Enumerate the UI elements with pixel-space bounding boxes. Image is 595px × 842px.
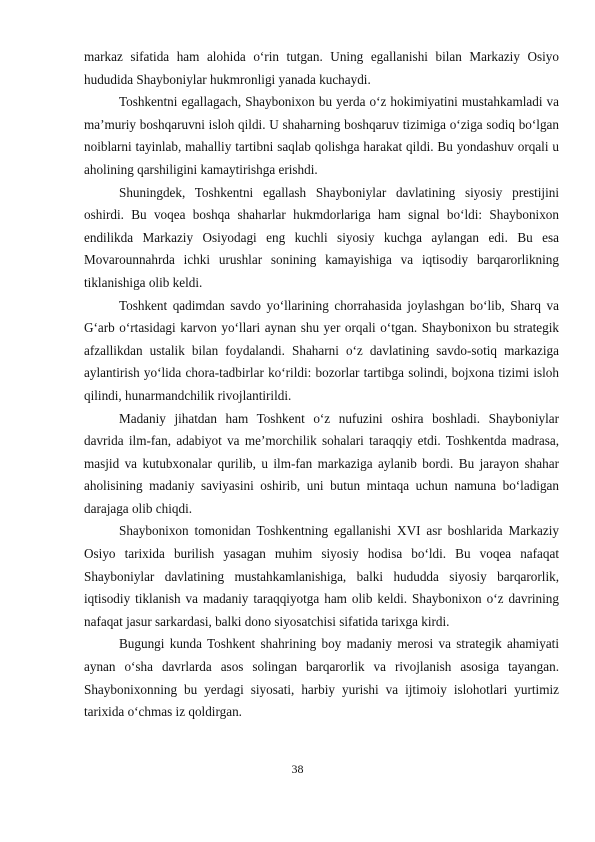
paragraph-2: Toshkentni egallagach, Shayboniхon bu yerda o‘z hokimiyatini mustahkamladi va ma’muriy boshqaruvni isloh qildi. U shaharning boshqaruv tizimiga o‘ziga sodiq bo‘lgan noiblarni tayinlab, mahalliy tartibni saqlab qolishga harakat qildi. Bu yondashuv orqali u aholining qarshiligini kamaytirishga erishdi. — [84, 94, 559, 177]
paragraph-3: Shuningdek, Toshkentni egallash Shayboniylar davlatining siyosiy prestijini oshirdi. Bu voqea boshqa shaharlar hukmdorlariga ham signal bo‘ldi: Shayboniхon endilikda Markaziy Osiyodagi eng kuchli siyosiy kuchga aylangan edi. Bu esa Movarounnahrda ichki urushlar sonining kamayishiga va iqtisodiy barqarorlikning tiklanishiga olib keldi. — [84, 184, 559, 290]
document-body — [84, 46, 559, 724]
paragraph-1: markaz sifatida ham alohida o‘rin tutgan. Uning egallanishi bilan Markaziy Osiyo hududida Shayboniylar hukmronligi yanada kuchaydi. — [84, 49, 559, 87]
paragraph-6: Shayboniхon tomonidan Toshkentning egallanishi XVI asr boshlarida Markaziy Osiyo tarixida burilish yasagan muhim siyosiy hodisa bo‘ldi. Bu voqea nafaqat Shayboniylar davlatining mustahkamlanishiga, balki hududda siyosiy barqarorlik, iqtisodiy tiklanish va madaniy taraqqiyotga ham olib keldi. Shayboniхon o‘z davrining nafaqat jasur sarkardasi, balki dono siyosatchisi sifatida tarixga kirdi. — [84, 523, 559, 629]
paragraph-7: Bugungi kunda Toshkent shahrining boy madaniy merosi va strategik ahamiyati aynan o‘sha davrlarda asos solingan barqarorlik va rivojlanish asosiga tayangan. Shayboniхonning bu yerdagi siyosati, harbiy yurishi va ijtimoiy islohotlari yurtimiz tarixida o‘chmas iz qoldirgan. — [84, 636, 559, 720]
paragraph-5: Madaniy jihatdan ham Toshkent o‘z nufuzini oshira boshladi. Shayboniylar davrida ilm-fan, adabiyot va me’morchilik sohalari taraqqiy etdi. Toshkentda madrasa, masjid va kutubxonalar qurilib, u ilm-fan markaziga aylanib bordi. Bu jarayon shahar aholisining madaniy saviyasini oshirib, uni butun mintaqa uchun namuna bo‘ladigan darajaga olib chiqdi. — [84, 410, 559, 516]
paragraph-4: Toshkent qadimdan savdo yo‘llarining chorrahasida joylashgan bo‘lib, Sharq va G‘arb o‘rtasidagi karvon yo‘llari aynan shu yer orqali o‘tgan. Shayboniхon bu strategik afzallikdan ustalik bilan foydalandi. Shaharni o‘z davlatining savdo-sotiq markaziga aylantirish yo‘lida chora-tadbirlar ko‘rildi: bozorlar tartibga solindi, bojxona tizimi isloh qilindi, hunarmandchilik rivojlantirildi. — [84, 297, 559, 403]
page-number: 38 — [291, 762, 304, 776]
